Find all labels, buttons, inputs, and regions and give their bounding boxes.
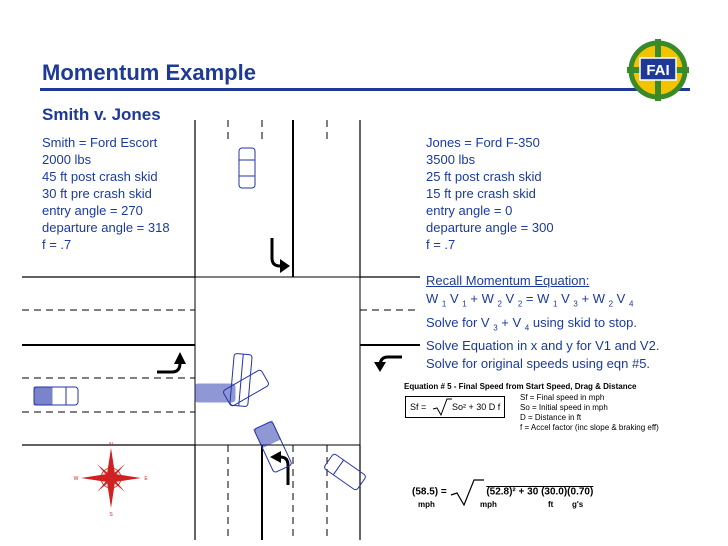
smith-line: 45 ft post crash skid <box>42 169 158 184</box>
solve-step-2: Solve Equation in x and y for V1 and V2. <box>426 338 660 354</box>
turn-arrow-west-icon <box>157 352 186 372</box>
slide-title: Momentum Example <box>42 60 256 85</box>
solve-step-3: Solve for original speeds using eqn #5. <box>426 356 651 372</box>
compass-s: S <box>109 512 113 518</box>
sqrt-icon <box>450 478 484 506</box>
recall-block <box>426 272 659 373</box>
smith-line: Smith = Ford Escort <box>42 135 158 150</box>
smith-line: entry angle = 270 <box>42 203 143 218</box>
calc-rhs: (52.8)² + 30 (30.0)(0.70) <box>486 486 594 498</box>
jones-line: Jones = Ford F-350 <box>426 135 540 150</box>
jones-line: 25 ft post crash skid <box>426 169 542 184</box>
equation-title: Equation # 5 - Final Speed from Start Speed, Drag & Distance <box>404 382 637 391</box>
turn-arrow-north-icon <box>272 238 290 273</box>
car-west-approach <box>34 387 78 405</box>
smith-line: f = .7 <box>42 237 72 252</box>
jones-line: departure angle = 300 <box>426 220 554 235</box>
sqrt-icon <box>432 397 452 417</box>
momentum-equation: W $_1$ V $_1$ + W $_2$ V $_2$ = W $_1$ V $_3$ + W $_2$ V $_4$ <box>426 291 634 309</box>
compass-n: N <box>109 442 113 448</box>
smith-line: 30 ft pre crash skid <box>42 186 152 201</box>
jones-info <box>426 134 554 253</box>
compass-e: E <box>144 476 148 482</box>
car-collision-a <box>195 384 235 402</box>
equation-box <box>405 396 505 418</box>
jones-line: entry angle = 0 <box>426 203 513 218</box>
smith-line: departure angle = 318 <box>42 220 170 235</box>
smith-line: 2000 lbs <box>42 152 92 167</box>
definition: f = Accel factor (inc slope & braking eff) <box>520 423 659 432</box>
definition: Sf = Final speed in mph <box>520 393 605 402</box>
unit-mph: mph <box>418 500 435 509</box>
solve-step-1: Solve for V $_3$ + V $_4$ using skid to stop. <box>426 314 637 333</box>
unit-gs: g's <box>572 500 584 509</box>
smith-info <box>42 134 170 253</box>
unit-ft: ft <box>548 500 554 509</box>
equation-definitions <box>520 393 659 433</box>
turn-arrow-east-icon <box>374 357 402 372</box>
worked-calculation <box>412 478 593 506</box>
logo-text: FAI <box>646 62 670 79</box>
car-north-approach <box>239 148 255 188</box>
equation-lhs: Sf = <box>410 402 427 412</box>
jones-line: 15 ft pre crash skid <box>426 186 536 201</box>
compass-rose-icon <box>74 442 149 518</box>
jones-line: 3500 lbs <box>426 152 476 167</box>
recall-heading: Recall Momentum Equation: <box>426 273 590 288</box>
equation-rhs: So² + 30 D f <box>452 402 501 412</box>
calc-lhs: (58.5) = <box>412 486 447 498</box>
unit-mph: mph <box>480 500 497 509</box>
definition: So = Initial speed in mph <box>520 403 608 412</box>
jones-line: f = .7 <box>426 237 456 252</box>
definition: D = Distance in ft <box>520 413 582 422</box>
slide-subtitle: Smith v. Jones <box>42 105 161 124</box>
car-final-jones <box>254 421 292 473</box>
compass-w: W <box>73 476 79 482</box>
